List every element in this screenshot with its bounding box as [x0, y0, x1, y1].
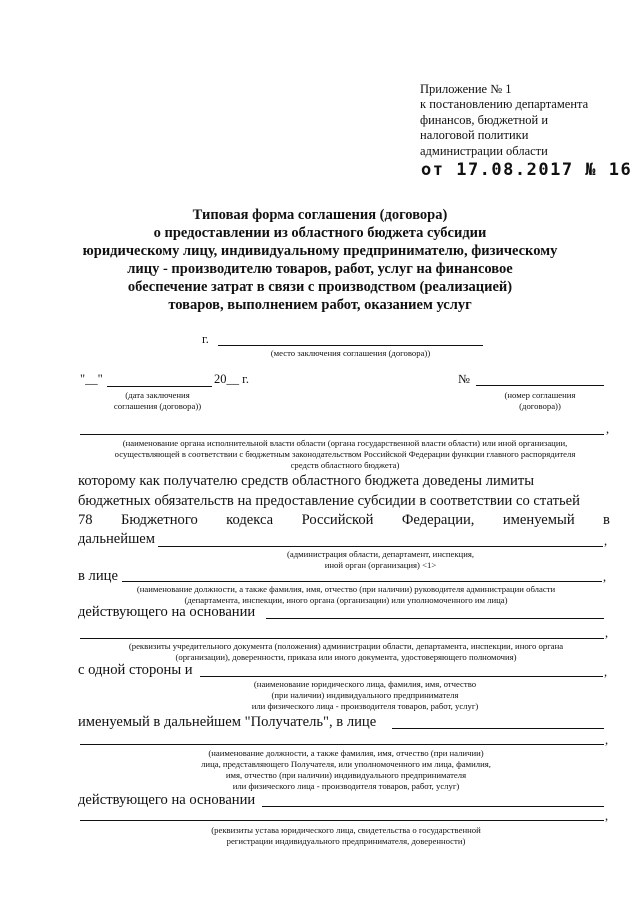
appendix-line: финансов, бюджетной и — [420, 112, 549, 127]
paragraph-justified-line — [78, 512, 610, 529]
label-in-person: в лице — [78, 568, 118, 584]
title-line: обеспечение затрат в связи с производством (реализацией) — [127, 279, 513, 295]
label-one-side: с одной стороны и — [78, 662, 193, 678]
recipient-field[interactable] — [200, 676, 603, 677]
caption-line: (при наличии) индивидуального предпринимателя — [271, 690, 459, 700]
number-field[interactable] — [476, 385, 604, 386]
caption-line: или физического лица - производителя товаров, работ, услуг) — [251, 701, 479, 711]
decree-stamp: от 17.08.2017 № 16 — [421, 160, 633, 180]
word: кодекса — [226, 512, 274, 528]
caption-line: (наименование органа исполнительной власти области (органа государственной власти области) или иной организации, — [122, 438, 568, 448]
comma: , — [604, 534, 608, 548]
appendix-line: налоговой политики — [420, 128, 529, 143]
document-title — [20, 206, 620, 314]
caption-line: (реквизиты устава юридического лица, свидетельства о государственной — [211, 825, 481, 835]
date-day-field[interactable]: "__" — [80, 372, 103, 386]
place-prefix: г. — [202, 332, 209, 346]
head-person-caption — [80, 584, 612, 606]
comma: , — [605, 809, 609, 823]
representative-field[interactable] — [392, 728, 604, 729]
appendix-line: к постановлению департамента — [420, 97, 589, 112]
paragraph-line: бюджетных обязательств на предоставление субсидии в соответствии со статьей — [78, 493, 580, 509]
caption-line: (организации), доверенности, приказа или иного документа, удостоверяющего полномочия) — [175, 652, 517, 662]
representative-caption — [80, 748, 612, 792]
caption-line: (наименование юридического лица, фамилия, имя, отчество — [253, 679, 477, 689]
label-acting-basis-2: действующего на основании — [78, 792, 256, 808]
caption-line: средств областного бюджета) — [290, 460, 400, 470]
caption-line: (номер соглашения — [504, 390, 576, 400]
date-month-field[interactable] — [107, 386, 212, 387]
caption-line: иной орган (организация) <1> — [324, 560, 437, 570]
date-year: 20__ г. — [214, 372, 249, 386]
word: именуемый — [502, 512, 575, 528]
comma: , — [605, 733, 609, 747]
comma: , — [603, 570, 607, 584]
date-caption — [95, 390, 220, 412]
administration-field[interactable] — [158, 546, 603, 547]
recipient-caption — [200, 679, 530, 712]
caption-line: осуществляющей в соответствии с бюджетным законодательством Российской Федерации функции главного распорядителя — [114, 449, 576, 459]
caption-line: или физического лица - производителя товаров, работ, услуг) — [232, 781, 460, 791]
title-line: товаров, выполнением работ, оказанием услуг — [168, 297, 472, 313]
word: Федерации, — [401, 512, 475, 528]
comma: , — [605, 626, 609, 640]
title-line: Типовая форма соглашения (договора) — [192, 207, 448, 223]
appendix-block — [420, 82, 620, 159]
word: в — [603, 512, 610, 528]
caption-line: (договора)) — [519, 401, 561, 411]
caption-line: (администрация области, департамент, инспекция, — [286, 549, 475, 559]
caption-line: соглашения (договора)) — [113, 401, 202, 411]
organization-field[interactable] — [80, 434, 604, 435]
label-in-further: дальнейшем — [78, 531, 156, 547]
basis-field-continuation[interactable] — [80, 638, 604, 639]
administration-caption — [158, 549, 603, 571]
caption-line: (реквизиты учредительного документа (положения) администрации области, департамента, инспекции, иного органа — [128, 641, 564, 651]
caption-line: (наименование должности, а также фамилия, имя, отчество (при наличии) руководителя администрации области — [136, 584, 556, 594]
comma: , — [606, 422, 610, 436]
caption-line: регистрации индивидуального предпринимателя, доверенности) — [226, 836, 466, 846]
word: Бюджетного — [121, 512, 198, 528]
paragraph-line: которому как получателю средств областного бюджета доведены лимиты — [78, 473, 535, 489]
place-caption: (место заключения соглашения (договора)) — [270, 348, 431, 358]
head-person-field[interactable] — [122, 581, 602, 582]
charter-field[interactable] — [262, 806, 604, 807]
basis-caption — [80, 641, 612, 663]
number-prefix: № — [458, 372, 470, 386]
comma: , — [604, 665, 608, 679]
organization-caption — [80, 438, 610, 471]
label-named-recipient: именуемый в дальнейшем "Получатель", в лице — [78, 714, 377, 730]
caption-line: лица, представляющего Получателя, или уполномоченного им лица, фамилия, — [201, 759, 491, 769]
label-acting-basis: действующего на основании — [78, 604, 256, 620]
appendix-line: администрации области — [420, 143, 548, 158]
representative-field-continuation[interactable] — [80, 744, 604, 745]
caption-line: имя, отчество (при наличии) индивидуального предпринимателя — [225, 770, 467, 780]
title-line: лицу - производителю товаров, работ, услуг на финансовое — [127, 261, 513, 277]
caption-line: (наименование должности, а также фамилия, имя, отчество (при наличии) — [208, 748, 484, 758]
caption-line: (дата заключения — [125, 390, 190, 400]
title-line: о предоставлении из областного бюджета субсидии — [153, 225, 487, 241]
number-caption — [476, 390, 604, 412]
word: 78 — [78, 512, 93, 528]
word: Российской — [301, 512, 374, 528]
appendix-line: Приложение № 1 — [420, 82, 512, 96]
charter-caption — [80, 825, 612, 847]
title-line: юридическому лицу, индивидуальному предпринимателю, физическому — [82, 243, 558, 259]
caption-line: (департамента, инспекции, иного органа (организации) или уполномоченного им лица) — [184, 595, 508, 605]
basis-field[interactable] — [266, 618, 604, 619]
charter-field-continuation[interactable] — [80, 820, 604, 821]
place-field[interactable] — [218, 345, 483, 346]
